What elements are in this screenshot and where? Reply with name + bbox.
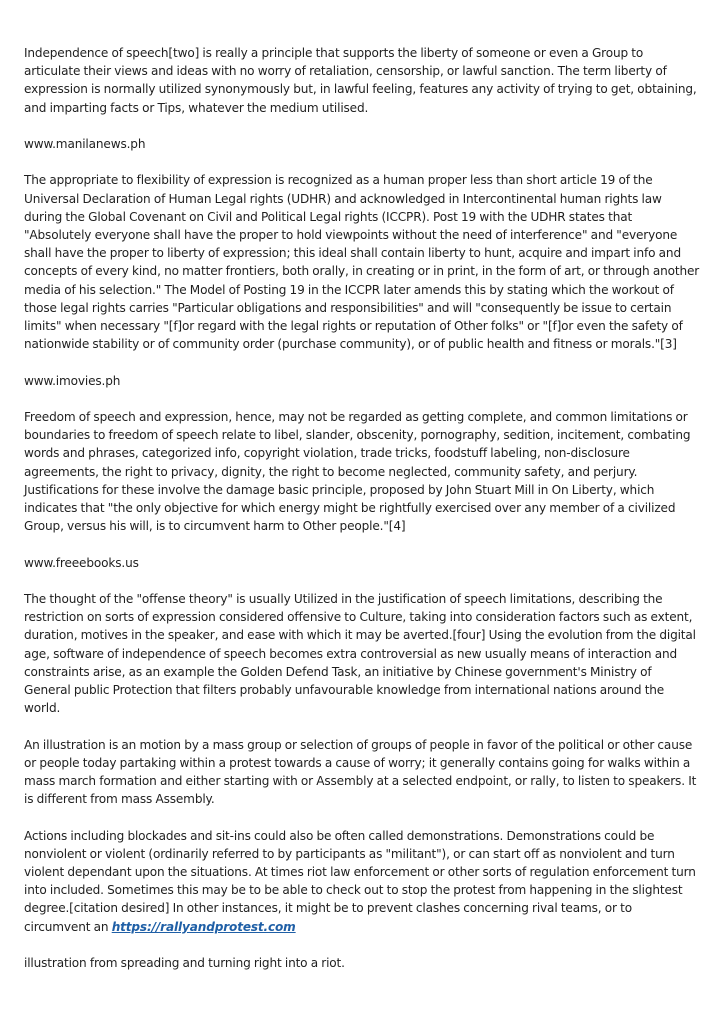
rallyandprotest-link[interactable]: https://rallyandprotest.com [111,919,296,934]
paragraph-riot-conclusion: illustration from spreading and turning right into a riot. [24,956,345,971]
paragraph-freedom-of-speech: Independence of speech[two] is really a principle that supports the liberty of someone or even a Group to articulate their views and ideas with no worry of retaliation, censorship, or lawful sanction. The term liberty of expression is normally utilized synonymously but, in lawful feeling, features any activity of trying to get, obtaining, and imparting facts or Tips, whatever the medium utilised. [24,46,697,115]
source-url-imovies: www.imovies.ph [24,373,121,388]
paragraph-demonstration-definition: An illustration is an motion by a mass group or selection of groups of people in favor of the political or other cause or people today partaking within a protest towards a cause of worry; it generally contains going for walks within a mass march formation and either starting with or Assembly at a selected endpoint, or rally, to listen to speakers. It is different from mass Assembly. [24,737,697,807]
paragraph-demonstration-types-text: Actions including blockades and sit-ins could also be often called demonstrations. Demonstrations could be nonviolent or violent (ordinarily referred to by participants as "militant"), or can start off as nonviolent and turn violent dependant upon the situations. At times riot law enforcement or other sorts of regulation enforcement turn into included. Sometimes this may be to be able to check out to stop the protest from happening in the slightest degree.[citation desired] In other instances, it might be to prevent clashes concerning rival teams, or to circumvent an [24,828,696,934]
source-url-freeebooks: www.freeebooks.us [24,555,139,570]
paragraph-limitations: Freedom of speech and expression, hence, may not be regarded as getting complete, and common limitations or boundaries to freedom of speech relate to libel, slander, obscenity, pornography, sedition, incitement, combating words and phrases, categorized info, copyright violation, trade tricks, foodstuff labeling, non-disclosure agreements, the right to privacy, dignity, the right to become neglected, community safety, and perjury. Justifications for these involve the damage basic principle, proposed by John Stuart Mill in On Liberty, which indicates that "the only objective for which energy might be rightfully exercised over any member of a civilized Group, versus his will, is to circumvent harm to Other people."[4] [24,410,691,534]
document-body [24,44,700,990]
paragraph-udhr-iccpr: The appropriate to flexibility of expression is recognized as a human proper less than short article 19 of the Universal Declaration of Human Legal rights (UDHR) and acknowledged in Intercontinental human rights law during the Global Covenant on Civil and Political Legal rights (ICCPR). Post 19 with the UDHR states that "Absolutely everyone shall have the proper to hold viewpoints without the need of interference" and "everyone shall have the proper to liberty of expression; this ideal shall contain liberty to hunt, acquire and impart info and concepts of every kind, no matter frontiers, both orally, in creating or in print, in the form of art, or through another media of his selection." The Model of Posting 19 in the ICCPR later amends this by stating which the workout of those legal rights carries "Particular obligations and responsibilities" and will "consequently be issue to certain limits" when necessary "[f]or regard with the legal rights or reputation of Other folks" or "[f]or even the safety of nationwide stability or of community order (purchase community), or of public health and fitness or morals."[3] [24,173,700,352]
paragraph-demonstration-types [24,827,700,936]
source-url-manilanews: www.manilanews.ph [24,137,146,151]
paragraph-offense-theory: The thought of the "offense theory" is usually Utilized in the justification of speech limitations, describing the restriction on sorts of expression considered offensive to Culture, taking into consideration factors such as extent, duration, motives in the speaker, and ease with which it may be averted.[four] Using the evolution from the digital age, software of independence of speech becomes extra controversial as new usually means of interaction and constraints arise, as an example the Golden Defend Task, an initiative by Chinese government's Ministry of General public Protection that filters probably unfavourable knowledge from international nations around the world. [24,592,696,716]
